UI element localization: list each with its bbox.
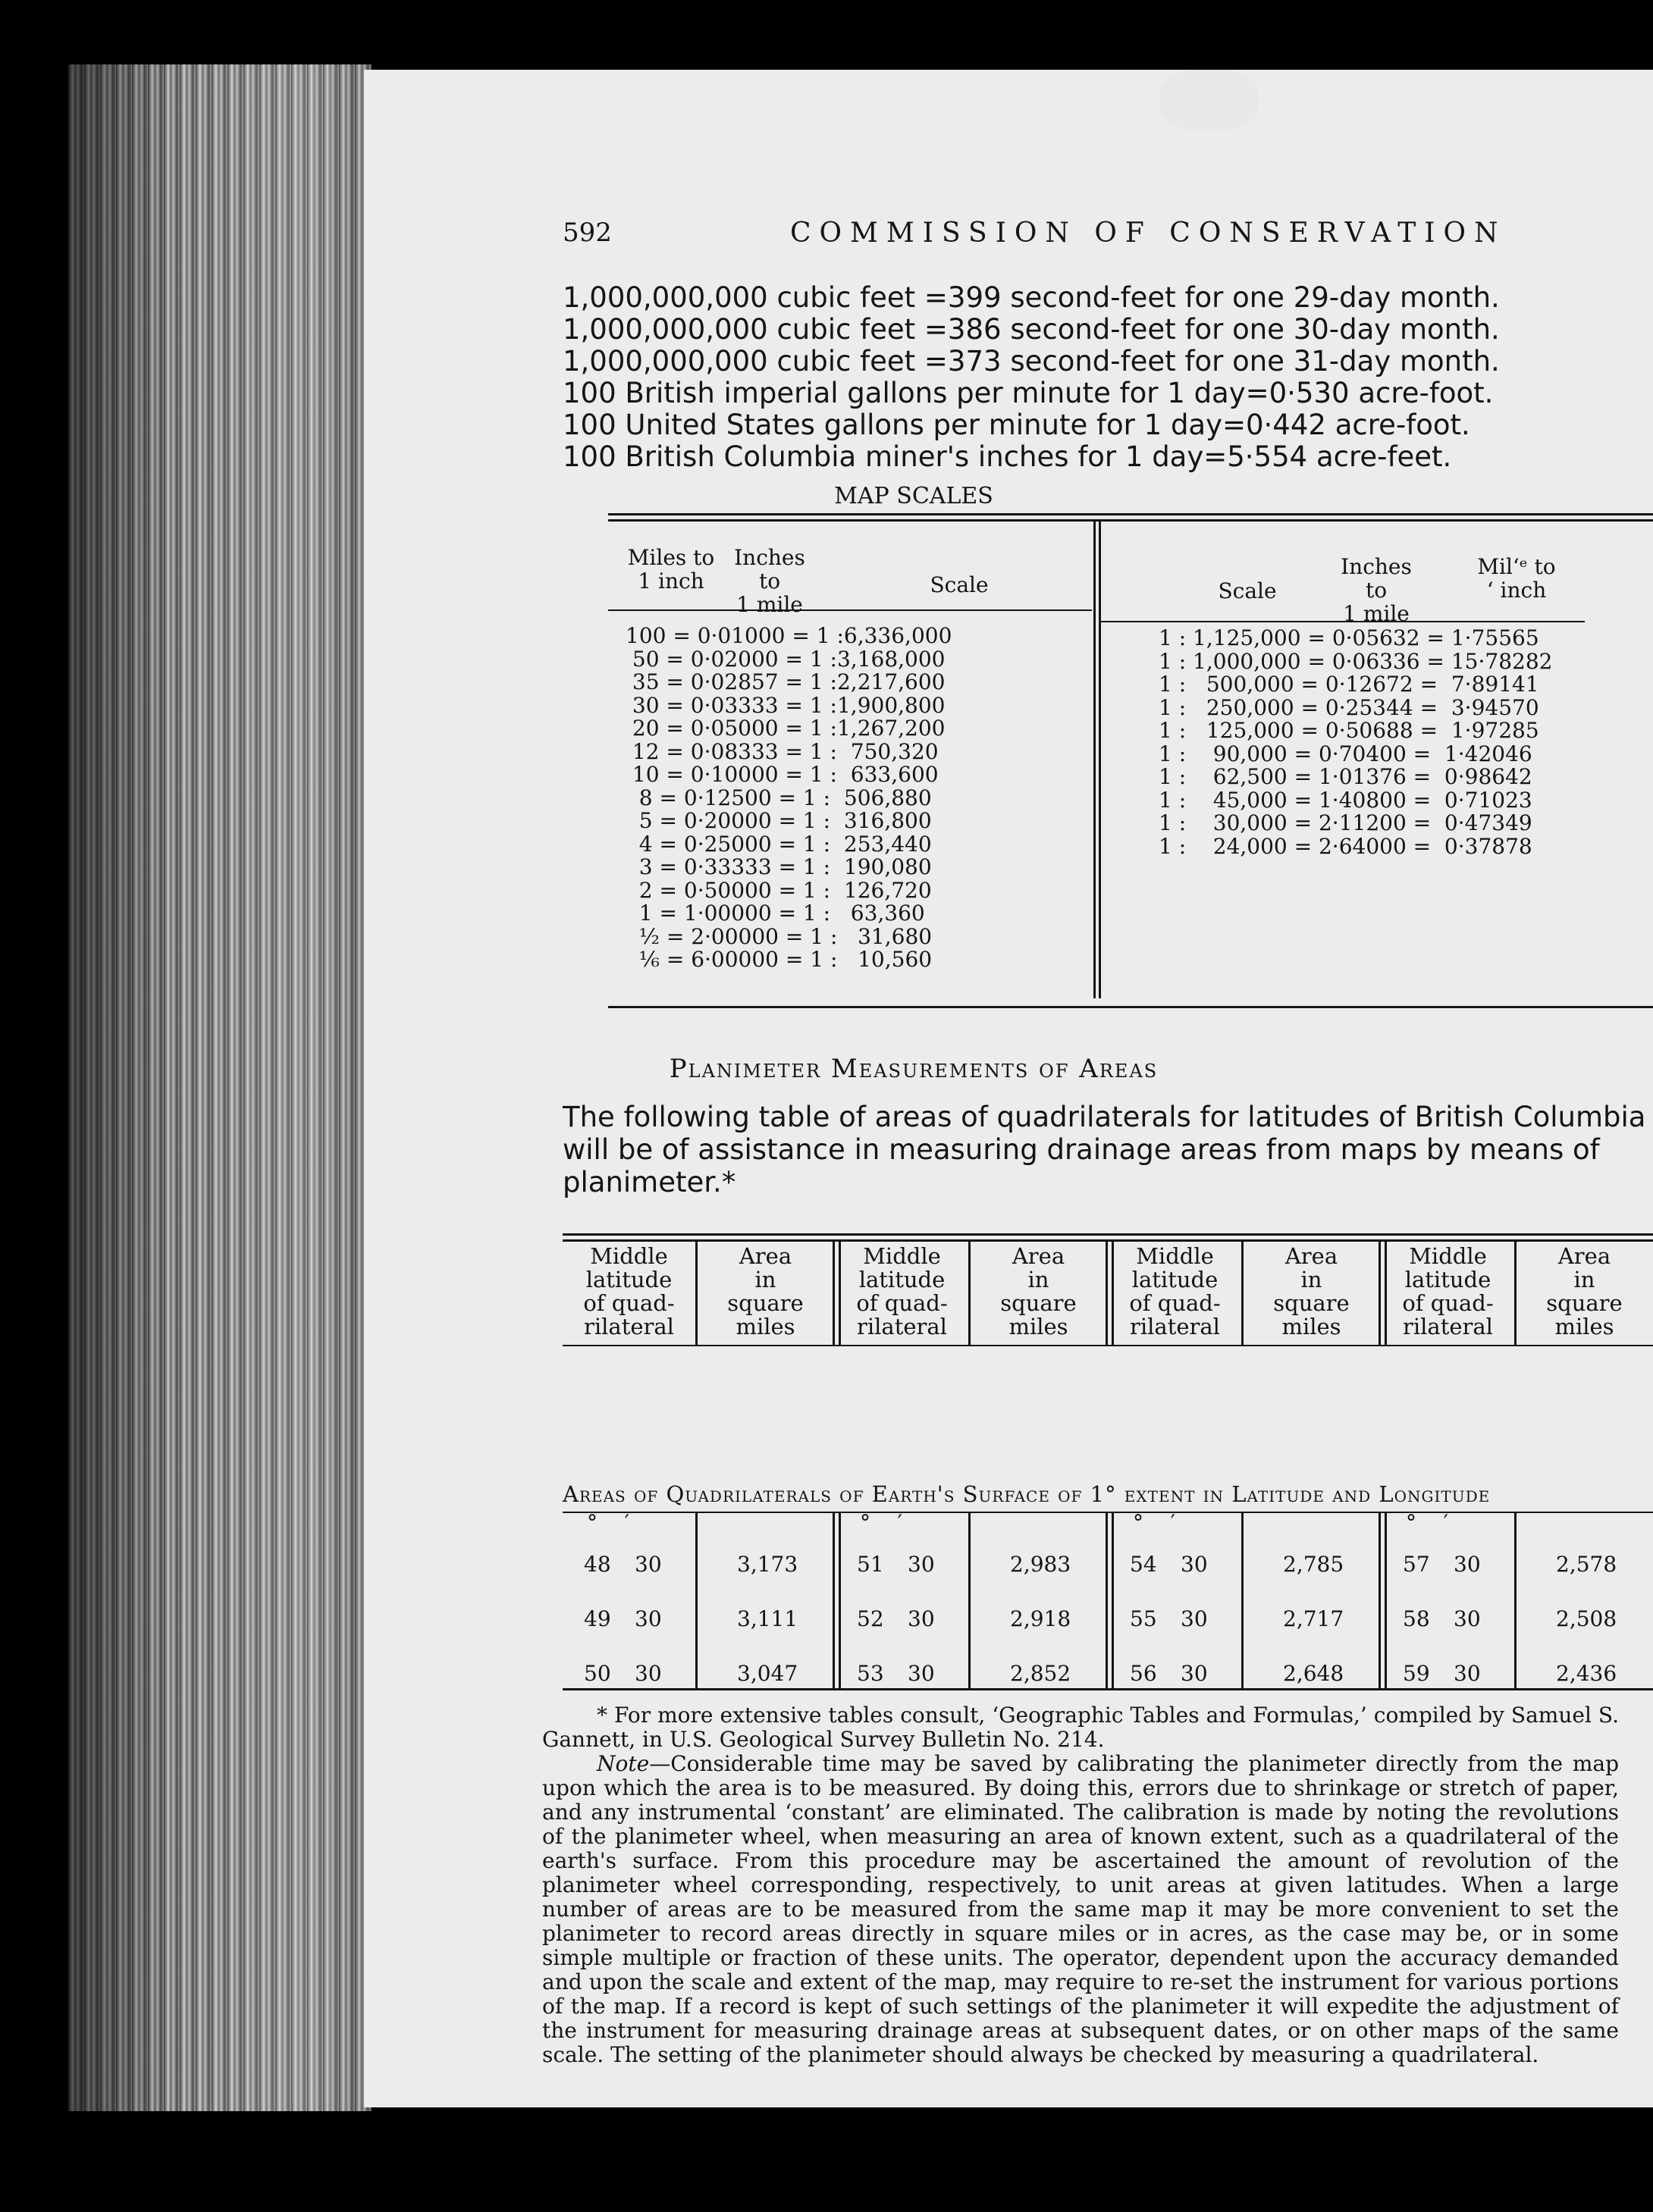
map-scales-rule-bottom bbox=[608, 1006, 1653, 1008]
quad-header-group-rule bbox=[833, 1241, 835, 1346]
quad-area-value: 2,983 bbox=[1010, 1552, 1071, 1577]
quad-latitude-degrees: 53 bbox=[857, 1661, 884, 1686]
quad-header-latitude: Middle latitude of quad- rilateral bbox=[856, 1243, 948, 1339]
quad-latitude-minutes: 30 bbox=[1181, 1606, 1208, 1631]
quad-latitude-minutes: 30 bbox=[1181, 1661, 1208, 1686]
planimeter-paragraph: The following table of areas of quadrilaterals for latitudes of British Columbia will be of assistance in measuring drainage areas from maps by means of planimeter.* bbox=[563, 1101, 1646, 1198]
quad-header-area: Area in square miles bbox=[1273, 1243, 1350, 1339]
book-page bbox=[364, 70, 1653, 2107]
left-scale-row: 35 = 0·02857 = 1 :2,217,600 bbox=[626, 669, 946, 694]
left-scale-row: ⅙ = 6·00000 = 1 : 10,560 bbox=[626, 947, 933, 972]
conversion-line: 100 British Columbia miner's inches for 1 day=5·554 acre-feet. bbox=[563, 440, 1452, 473]
right-scale-row: 1 : 62,500 = 1·01376 = 0·98642 bbox=[1159, 764, 1532, 789]
quad-latitude-minutes: 30 bbox=[635, 1661, 662, 1686]
quad-rule-bottom bbox=[563, 1688, 1653, 1690]
quad-band-rule bbox=[563, 1512, 1653, 1513]
quad-body-group-rule bbox=[1385, 1513, 1387, 1689]
quad-latitude-minutes: 30 bbox=[908, 1606, 935, 1631]
left-scale-row: 20 = 0·05000 = 1 :1,267,200 bbox=[626, 716, 946, 741]
quad-latitude-degrees: 57 bbox=[1403, 1552, 1430, 1577]
left-header-rule bbox=[608, 609, 1092, 611]
quad-header-col-rule bbox=[1514, 1241, 1517, 1346]
quad-latitude-degrees: 49 bbox=[584, 1606, 611, 1631]
quad-body-group-rule bbox=[1112, 1513, 1114, 1689]
quad-body-col-rule bbox=[968, 1513, 971, 1689]
quad-area-value: 3,111 bbox=[737, 1606, 798, 1631]
quad-degree-marks: ° ′ bbox=[860, 1510, 902, 1535]
quad-body-group-rule bbox=[1379, 1513, 1381, 1689]
quad-latitude-minutes: 30 bbox=[635, 1606, 662, 1631]
quad-latitude-minutes: 30 bbox=[635, 1552, 662, 1577]
conversion-line: 1,000,000,000 cubic feet =386 second-feet for one 30-day month. bbox=[563, 313, 1500, 346]
left-header-scale: Scale bbox=[930, 572, 989, 597]
quad-latitude-degrees: 52 bbox=[857, 1606, 884, 1631]
footnotes bbox=[542, 1703, 1619, 2067]
map-scales-title: MAP SCALES bbox=[834, 483, 993, 509]
quad-area-value: 2,785 bbox=[1283, 1552, 1344, 1577]
quad-latitude-degrees: 59 bbox=[1403, 1661, 1430, 1686]
quad-header-latitude: Middle latitude of quad- rilateral bbox=[1402, 1243, 1494, 1339]
right-scale-row: 1 : 1,000,000 = 0·06336 = 15·78282 bbox=[1159, 648, 1553, 674]
quad-latitude-degrees: 50 bbox=[584, 1661, 611, 1686]
quad-header-rule bbox=[563, 1345, 1653, 1346]
conversion-list bbox=[563, 282, 1500, 473]
quad-header-group-rule bbox=[1106, 1241, 1108, 1346]
quad-degree-marks: ° ′ bbox=[1133, 1510, 1175, 1535]
quad-area-value: 2,852 bbox=[1010, 1661, 1071, 1686]
quad-area-value: 2,648 bbox=[1283, 1661, 1344, 1686]
quad-latitude-degrees: 51 bbox=[857, 1552, 884, 1577]
quad-degree-marks: ° ′ bbox=[587, 1510, 629, 1535]
quad-body-col-rule bbox=[1514, 1513, 1517, 1689]
left-scale-row: 100 = 0·01000 = 1 :6,336,000 bbox=[626, 623, 952, 648]
quad-latitude-minutes: 30 bbox=[1454, 1606, 1481, 1631]
left-scale-row: 50 = 0·02000 = 1 :3,168,000 bbox=[626, 646, 946, 672]
note-text: —Considerable time may be saved by calibrating the planimeter directly from the map upon which the area is to be measured. By doing this, errors due to shrinkage or stretch of paper, and any instrumental ‘constant’ are eliminated. The calibration is made by noting the revolutions of the planimeter wheel, when measuring an area of known extent, such as a quadrilateral of the earth's surface. From this procedure may be ascertained the amount of revolution of the planimeter wheel corresponding, respectively, to unit areas at given latitudes. When a large number of areas are to be measured from the same map it may be more convenient to set the planimeter to record areas directly in square miles or in acres, as the case may be, or in some simple multiple or fraction of these units. The operator, dependent upon the accuracy demanded and upon the scale and extent of the map, may require to re-set the instrument for various portions of the map. If a record is kept of such settings of the planimeter it will expedite the adjustment of the instrument for measuring drainage areas at subsequent dates, or on other maps of the same scale. The setting of the planimeter should always be checked by measuring a quadrilateral. bbox=[542, 1751, 1619, 2067]
left-scale-row: 12 = 0·08333 = 1 : 750,320 bbox=[626, 738, 939, 764]
conversion-line: 1,000,000,000 cubic feet =373 second-feet for one 31-day month. bbox=[563, 345, 1500, 378]
quad-header-area: Area in square miles bbox=[1546, 1243, 1623, 1339]
quad-area-value: 2,508 bbox=[1556, 1606, 1617, 1631]
quad-header-latitude: Middle latitude of quad- rilateral bbox=[583, 1243, 675, 1339]
quad-header-col-rule bbox=[968, 1241, 971, 1346]
running-title: COMMISSION OF CONSERVATION bbox=[790, 218, 1507, 249]
quad-latitude-degrees: 58 bbox=[1403, 1606, 1430, 1631]
quad-body-group-rule bbox=[839, 1513, 841, 1689]
quad-band-label: Areas of Quadrilaterals of Earth's Surface of 1° extent in Latitude and Longitude bbox=[563, 1481, 1491, 1507]
quad-latitude-minutes: 30 bbox=[1181, 1552, 1208, 1577]
quad-header-area: Area in square miles bbox=[727, 1243, 804, 1339]
right-scale-row: 1 : 500,000 = 0·12672 = 7·89141 bbox=[1159, 672, 1539, 697]
map-scales-rule-top-2 bbox=[608, 519, 1653, 522]
map-scales-rule-top bbox=[608, 513, 1653, 515]
quad-body-col-rule bbox=[695, 1513, 698, 1689]
right-header-scale: Scale bbox=[1218, 578, 1277, 603]
map-scales-divider-2 bbox=[1099, 521, 1101, 998]
right-scale-row: 1 : 24,000 = 2·64000 = 0·37878 bbox=[1159, 833, 1532, 859]
quad-latitude-degrees: 48 bbox=[584, 1552, 611, 1577]
left-scale-row: 4 = 0·25000 = 1 : 253,440 bbox=[626, 831, 932, 857]
right-scale-row: 1 : 45,000 = 1·40800 = 0·71023 bbox=[1159, 787, 1532, 813]
quad-body-group-rule bbox=[1106, 1513, 1108, 1689]
quad-header-group-rule bbox=[1379, 1241, 1381, 1346]
left-scale-row: 1 = 1·00000 = 1 : 63,360 bbox=[626, 901, 925, 926]
quad-latitude-degrees: 55 bbox=[1130, 1606, 1157, 1631]
quad-latitude-minutes: 30 bbox=[1454, 1661, 1481, 1686]
page-number: 592 bbox=[563, 218, 612, 248]
left-scale-row: 2 = 0·50000 = 1 : 126,720 bbox=[626, 877, 932, 903]
quad-rule-top bbox=[563, 1233, 1653, 1236]
quad-area-value: 3,047 bbox=[737, 1661, 798, 1686]
footnote-text: * For more extensive tables consult, ‘Geographic Tables and Formulas,’ compiled by Samuel S. Gannett, in U.S. Geological Survey Bulletin No. 214. bbox=[542, 1703, 1619, 1752]
note-label: Note bbox=[597, 1751, 650, 1776]
quad-area-value: 2,918 bbox=[1010, 1606, 1071, 1631]
planimeter-section-title: Planimeter Measurements of Areas bbox=[669, 1054, 1159, 1084]
quad-latitude-degrees: 54 bbox=[1130, 1552, 1157, 1577]
left-scale-row: 8 = 0·12500 = 1 : 506,880 bbox=[626, 785, 932, 810]
left-scale-row: ½ = 2·00000 = 1 : 31,680 bbox=[626, 923, 933, 949]
left-scale-row: 5 = 0·20000 = 1 : 316,800 bbox=[626, 808, 932, 833]
quad-latitude-minutes: 30 bbox=[1454, 1552, 1481, 1577]
left-scale-row: 3 = 0·33333 = 1 : 190,080 bbox=[626, 854, 932, 879]
quad-area-value: 2,436 bbox=[1556, 1661, 1617, 1686]
quad-degree-marks: ° ′ bbox=[1406, 1510, 1448, 1535]
right-scale-row: 1 : 125,000 = 0·50688 = 1·97285 bbox=[1159, 718, 1539, 743]
right-header-rule bbox=[1101, 621, 1585, 622]
quad-latitude-degrees: 56 bbox=[1130, 1661, 1157, 1686]
right-header-miles: Mil‘ᵉ to ʻ inch bbox=[1477, 554, 1556, 603]
conversion-line: 100 British imperial gallons per minute for 1 day=0·530 acre-foot. bbox=[563, 377, 1494, 409]
quad-body-group-rule bbox=[833, 1513, 835, 1689]
left-header-miles: Miles to 1 inch bbox=[627, 545, 715, 594]
right-scale-row: 1 : 30,000 = 2·11200 = 0·47349 bbox=[1159, 810, 1532, 835]
map-scales-divider bbox=[1093, 521, 1096, 998]
conversion-line: 1,000,000,000 cubic feet =399 second-feet for one 29-day month. bbox=[563, 281, 1500, 314]
quad-latitude-minutes: 30 bbox=[908, 1552, 935, 1577]
right-scale-row: 1 : 90,000 = 0·70400 = 1·42046 bbox=[1159, 741, 1532, 766]
right-header-inches: Inches to 1 mile bbox=[1341, 554, 1412, 626]
left-scale-row: 10 = 0·10000 = 1 : 633,600 bbox=[626, 762, 939, 787]
quad-header-col-rule bbox=[1241, 1241, 1244, 1346]
quad-header-area: Area in square miles bbox=[1000, 1243, 1077, 1339]
quad-rule-top-2 bbox=[563, 1239, 1653, 1242]
quad-latitude-minutes: 30 bbox=[908, 1661, 935, 1686]
right-scale-row: 1 : 250,000 = 0·25344 = 3·94570 bbox=[1159, 694, 1539, 720]
conversion-line: 100 United States gallons per minute for 1 day=0·442 acre-foot. bbox=[563, 409, 1470, 441]
quad-area-value: 2,578 bbox=[1556, 1552, 1617, 1577]
book-gutter-shadow bbox=[68, 64, 372, 2111]
scan-blot bbox=[1160, 70, 1259, 130]
running-header bbox=[563, 218, 1532, 255]
quad-area-value: 3,173 bbox=[737, 1552, 798, 1577]
right-scale-row: 1 : 1,125,000 = 0·05632 = 1·75565 bbox=[1159, 625, 1539, 650]
left-header-inches: Inches to 1 mile bbox=[734, 545, 805, 617]
quad-area-value: 2,717 bbox=[1283, 1606, 1344, 1631]
quad-header-latitude: Middle latitude of quad- rilateral bbox=[1129, 1243, 1221, 1339]
quad-header-col-rule bbox=[695, 1241, 698, 1346]
quad-body-col-rule bbox=[1241, 1513, 1244, 1689]
left-scale-row: 30 = 0·03333 = 1 :1,900,800 bbox=[626, 692, 946, 718]
